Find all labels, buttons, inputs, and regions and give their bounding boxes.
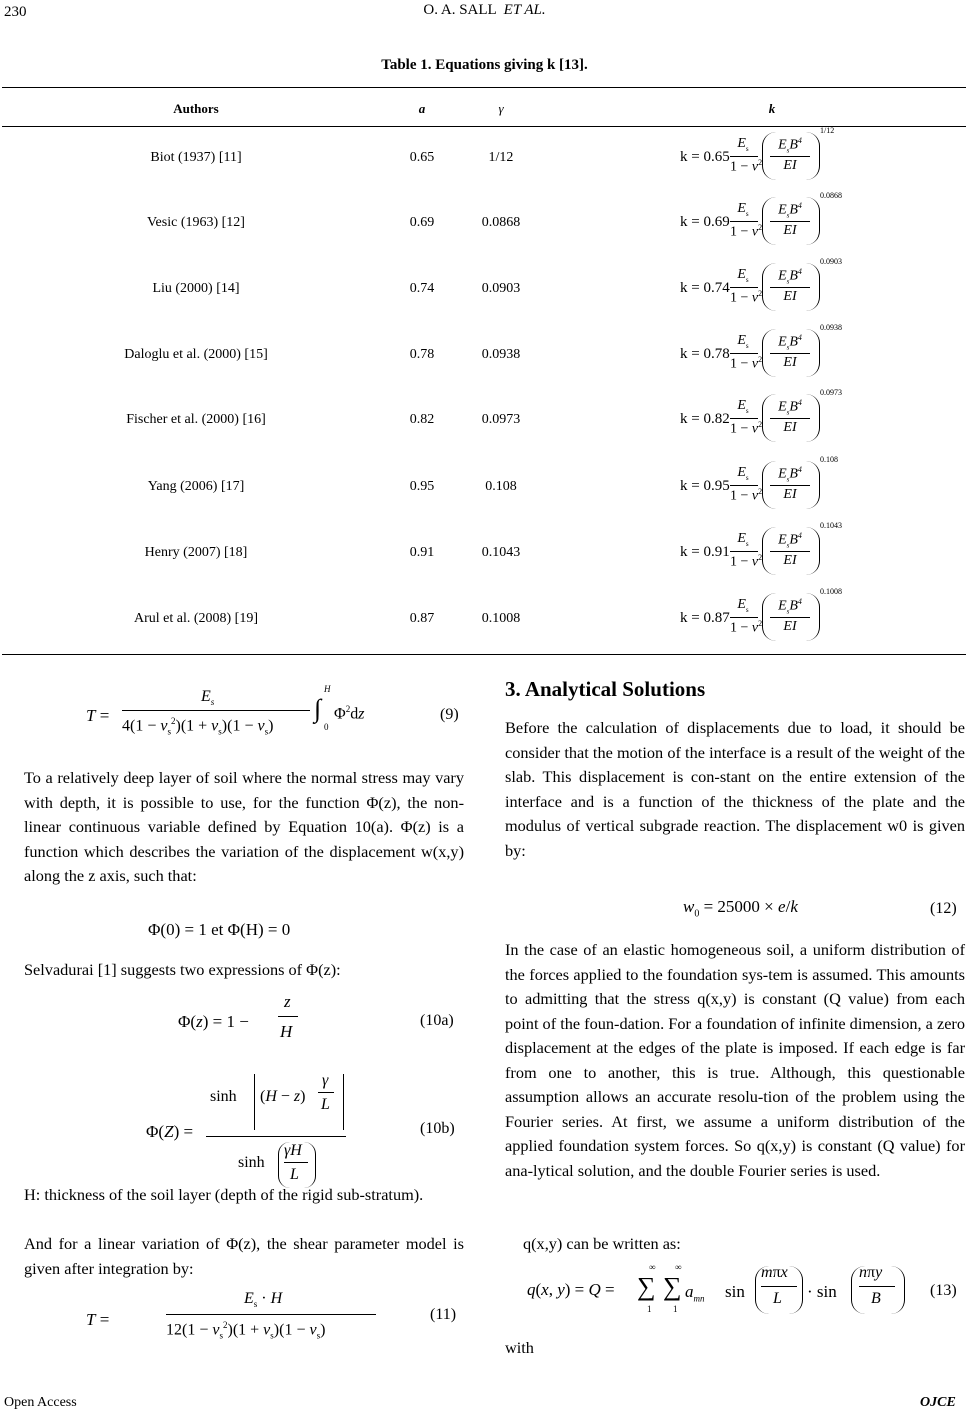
header-k: k [768,101,776,116]
table-row-a: 0.82 [409,412,435,427]
k-denominator-1: $1 - \nu^2$ [730,487,763,504]
k-numerator-1: $E_s$ [737,531,749,548]
table-row-gamma: 0.0938 [481,347,521,362]
equation-10a: Φ(z) = 1 − z H [178,992,298,1054]
k-exponent: 0.1008 [820,587,842,596]
header-gamma: γ [498,101,504,116]
k-exponent: 0.0903 [820,257,842,266]
k-label: k = 0.87 [680,610,730,626]
equation-11-number: (11) [430,1306,457,1323]
table-row-a: 0.95 [409,479,435,494]
table-row-gamma: 0.0868 [481,215,521,230]
k-numerator-1: $E_s$ [737,597,749,614]
k-numerator-2: $E_sB^4$ [778,333,802,352]
k-denominator-2: EI [783,553,797,568]
header-authors: Authors [173,101,219,116]
k-fraction-bar-1 [730,353,758,354]
k-exponent: 1/12 [820,126,835,135]
table-row-gamma: 0.1043 [481,545,521,560]
k-exponent: 0.0868 [820,191,842,200]
left-paragraph-3: H: thickness of the soil layer (depth of the rigid sub-stratum). [24,1185,424,1204]
right-paragraph-4: with [505,1338,534,1357]
k-label: k = 0.69 [680,214,730,230]
k-numerator-2: $E_sB^4$ [778,465,802,484]
k-numerator-2: $E_sB^4$ [778,201,802,220]
k-exponent: 0.0938 [820,323,842,332]
equation-9: T = $E_s$ $4(1 - \nu_s^2)(1 + \nu_s)(1 - \nu_s)$ ∫ H 0 $\Phi^2dz$ [86,684,365,737]
equation-12-number: (12) [930,900,957,917]
running-title-etal: ET AL. [503,2,546,18]
equation-11: T = $E_s \cdot H$ $12(1 - \nu_s^2)(1 + \nu_s)(1 - \nu_s)$ [86,1290,386,1352]
table-row-k-formula [680,257,842,319]
left-paragraph-2: Selvadurai [1] suggests two expressions of Φ(z): [24,960,341,979]
k-exponent: 0.0973 [820,388,842,397]
k-denominator-1: $1 - \nu^2$ [730,355,763,372]
k-fraction-bar-2 [770,287,810,288]
k-fraction-bar-2 [770,156,810,157]
k-denominator-2: EI [783,223,797,238]
table-row-author: Henry (2007) [18] [144,545,248,560]
k-numerator-2: $E_sB^4$ [778,398,802,417]
table-row-k-formula [680,126,840,188]
section-title: 3. Analytical Solutions [505,677,706,701]
right-paragraph-3: q(x,y) can be written as: [523,1234,681,1253]
equation-10b: Φ(Z) = sinh (H − z) γ L sinh γH L [146,1070,356,1192]
table-row-k-formula [680,455,840,517]
table-row-a: 0.69 [409,215,435,230]
k-numerator-1: $E_s$ [737,333,749,350]
k-exponent: 0.1043 [820,521,842,530]
k-denominator-1: $1 - \nu^2$ [730,158,763,175]
right-paragraph-2: In the case of an elastic homogeneous soil, a uniform distribution of the forces applied to the foundation sys-tem is assumed. This amounts to admitting that the stress q(x,y) is constant (Q value) from each point of the foun-dation. For a foundation of infinite dimension, a zero displacement at the edges of the plate is imposed. If each edge is far from one to another, this is true. Although, this questionable assumption allows an accurate resolu-tion of the problem using the Fourier series. At first, we assume a uniform distribution of the applied foundation system forces. So q(x,y) is constant (Q value) for ana-lytical solution, and the double Fourier series is used. [505,940,965,1180]
table-row-a: 0.91 [409,545,435,560]
equation-10b-number: (10b) [420,1120,455,1137]
k-denominator-2: EI [783,355,797,370]
k-label: k = 0.91 [680,544,730,560]
table-row-k-formula [680,323,842,385]
right-paragraph-1: Before the calculation of displacements due to load, it should be consider that the motion of the interface is a result of the weight of the slab. This displacement is con-stant on the entire extension of the interface and is a function of the thickness of the plate and the modulus of vertical subgrade reaction. The displacement w0 is given by: [505,718,965,860]
table-row-author: Yang (2006) [17] [147,479,245,494]
table-row-k-formula [680,388,842,450]
k-fraction-bar-2 [770,485,810,486]
equation-13-number: (13) [930,1282,957,1299]
k-fraction-bar-2 [770,221,810,222]
table-row-k-formula [680,587,842,649]
k-denominator-1: $1 - \nu^2$ [730,289,763,306]
footer-journal: OJCE [920,1395,956,1410]
table-caption: Table 1. Equations giving k [13]. [381,57,588,73]
equation-9-number: (9) [440,706,459,723]
k-fraction-bar-1 [730,418,758,419]
table-row-author: Daloglu et al. (2000) [15] [124,347,268,362]
table-top-rule [2,87,966,88]
k-numerator-1: $E_s$ [737,201,749,218]
equation-12: $w_0 = 25000 \times e/k$ [683,897,798,920]
table-row-author: Fischer et al. (2000) [16] [126,412,266,427]
equation-10a-number: (10a) [420,1012,454,1029]
k-denominator-1: $1 - \nu^2$ [730,223,763,240]
running-title [0,2,969,19]
header-a: a [418,101,426,116]
k-numerator-1: $E_s$ [737,398,749,415]
table-row-author: Biot (1937) [11] [150,150,242,165]
table-row-a: 0.65 [409,150,435,165]
k-numerator-2: $E_sB^4$ [778,531,802,550]
table-row-a: 0.87 [409,611,435,626]
equation-13: q(x, y) = Q = ∑ ∞ 1 ∑ ∞ 1 $a_{mn}$ sin mπx L · sin nπy B [527,1260,917,1324]
k-fraction-bar-2 [770,418,810,419]
table-row-gamma: 0.1008 [481,611,521,626]
k-numerator-1: $E_s$ [737,465,749,482]
table-row-k-formula [680,191,842,253]
k-numerator-1: $E_s$ [737,136,749,153]
k-denominator-1: $1 - \nu^2$ [730,420,763,437]
k-denominator-1: $1 - \nu^2$ [730,553,763,570]
k-exponent: 0.108 [820,455,838,464]
table-row-gamma: 1/12 [488,150,514,165]
table-row-author: Liu (2000) [14] [152,281,240,296]
table-row-a: 0.74 [409,281,435,296]
k-denominator-1: $1 - \nu^2$ [730,619,763,636]
k-fraction-bar-1 [730,287,758,288]
k-label: k = 0.74 [680,280,730,296]
k-label: k = 0.65 [680,149,730,165]
k-fraction-bar-1 [730,617,758,618]
k-fraction-bar-2 [770,353,810,354]
table-bottom-rule [2,654,966,655]
k-label: k = 0.78 [680,346,730,362]
table-row-gamma: 0.0973 [481,412,521,427]
left-paragraph-1: To a relatively deep layer of soil where the normal stress may vary with depth, it is possible to use, for the function Φ(z), the non-linear continuous variable defined by Equation 10(a). Φ(z) is a function which describes the variation of the displacement w(x,y) along the z axis, such that: [24,768,464,885]
k-fraction-bar-2 [770,617,810,618]
k-denominator-2: EI [783,487,797,502]
k-fraction-bar-1 [730,156,758,157]
k-label: k = 0.82 [680,411,730,427]
k-label: k = 0.95 [680,478,730,494]
k-denominator-2: EI [783,289,797,304]
k-denominator-2: EI [783,420,797,435]
k-numerator-2: $E_sB^4$ [778,136,802,155]
table-row-author: Arul et al. (2008) [19] [133,611,259,626]
running-title-authors: O. A. SALL [423,2,497,18]
table-row-gamma: 0.108 [485,479,517,494]
k-numerator-2: $E_sB^4$ [778,597,802,616]
k-numerator-1: $E_s$ [737,267,749,284]
k-numerator-2: $E_sB^4$ [778,267,802,286]
table-row-k-formula [680,521,842,583]
footer-open-access: Open Access [4,1395,77,1410]
left-paragraph-4: And for a linear variation of Φ(z), the shear parameter model is given after integration by: [24,1234,464,1278]
k-denominator-2: EI [783,619,797,634]
table-row-author: Vesic (1963) [12] [147,215,245,230]
k-fraction-bar-2 [770,551,810,552]
k-fraction-bar-1 [730,551,758,552]
k-fraction-bar-1 [730,485,758,486]
k-denominator-2: EI [783,158,797,173]
k-fraction-bar-1 [730,221,758,222]
table-row-a: 0.78 [409,347,435,362]
table-row-gamma: 0.0903 [481,281,521,296]
condition-equation: Φ(0) = 1 et Φ(H) = 0 [148,920,291,939]
page-number: 230 [4,4,27,20]
